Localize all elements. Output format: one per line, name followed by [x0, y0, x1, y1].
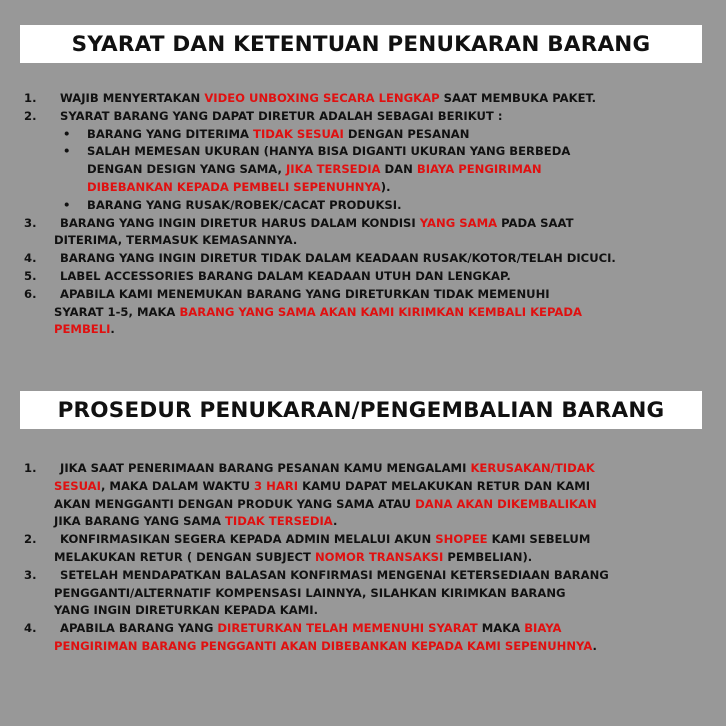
rule-text: KONFIRMASIKAN SEGERA KEPADA ADMIN MELALUI AKUN	[60, 532, 436, 547]
highlight-text: SHOPEE	[435, 532, 488, 547]
rule-item-6	[0, 286, 726, 339]
highlight-text: SESUAI	[54, 478, 101, 493]
rule-number: 4.	[24, 251, 37, 266]
rule-item-2	[0, 531, 726, 567]
sub-item-2	[0, 143, 718, 196]
highlight-text: BIAYA PENGIRIMAN	[416, 162, 542, 177]
section1-rules	[0, 90, 726, 339]
rule-number: 4.	[24, 621, 37, 636]
rule-text: SAAT MEMBUKA PAKET.	[439, 91, 597, 105]
rule-text: .	[332, 514, 338, 529]
rule-item-4	[0, 250, 726, 268]
section1-title-bar	[20, 25, 702, 63]
rule-text: DAN	[380, 162, 417, 177]
rule-text: YANG INGIN DIRETURKAN KEPADA KAMI.	[54, 603, 318, 618]
rule-text: AKAN MENGGANTI DENGAN PRODUK YANG SAMA ATAU	[54, 496, 416, 511]
highlight-text: DIBEBANKAN KEPADA PEMBELI SEPENUHNYA	[87, 179, 381, 194]
highlight-text: BIAYA	[524, 621, 562, 636]
rule-number: 5.	[24, 268, 37, 283]
rule-text: JIKA SAAT PENERIMAAN BARANG PESANAN KAMU MENGALAMI	[60, 461, 471, 475]
rule-text: MELAKUKAN RETUR ( DENGAN SUBJECT	[54, 549, 315, 564]
rule-text: BARANG YANG INGIN DIRETUR HARUS DALAM KONDISI	[60, 215, 420, 230]
rule-text: SYARAT 1-5, MAKA	[54, 304, 180, 319]
rule-text: LABEL ACCESSORIES BARANG DALAM KEADAAN UTUH DAN LENGKAP.	[60, 268, 511, 283]
section1-title: SYARAT DAN KETENTUAN PENUKARAN BARANG	[71, 31, 651, 57]
rule-text: SALAH MEMESAN UKURAN (HANYA BISA DIGANTI UKURAN YANG BERBEDA	[87, 144, 571, 159]
rule-text: .	[592, 638, 597, 653]
rule-number: 1.	[24, 461, 37, 475]
highlight-text: BARANG YANG SAMA AKAN KAMI KIRIMKAN KEMBALI KEPADA	[179, 304, 582, 319]
sub-item-1	[0, 126, 718, 144]
highlight-text: DANA AKAN DIKEMBALIKAN	[415, 496, 597, 511]
rule-body	[54, 568, 609, 618]
rule-item-4	[0, 620, 726, 656]
highlight-text: VIDEO UNBOXING SECARA LENGKAP	[204, 91, 440, 105]
rule-body	[54, 251, 616, 265]
rule-text: WAJIB MENYERTAKAN	[60, 91, 205, 105]
highlight-text: DIRETURKAN TELAH MEMENUHI SYARAT	[217, 621, 478, 636]
highlight-text: PENGIRIMAN BARANG PENGGANTI AKAN DIBEBANKAN KEPADA KAMI SEPENUHNYA	[54, 638, 593, 653]
rule-item-1	[0, 460, 726, 531]
rule-text: ).	[380, 179, 391, 194]
rule-text: PADA SAAT	[497, 215, 574, 230]
rule-body	[54, 109, 503, 123]
section2-list	[0, 460, 726, 656]
sub-item-3	[0, 197, 718, 215]
rule-text: APABILA BARANG YANG	[60, 621, 218, 636]
rule-number: 3.	[24, 215, 37, 230]
rule-body	[54, 621, 597, 653]
rule-text: , MAKA DALAM WAKTU	[100, 478, 255, 493]
rule-text: APABILA KAMI MENEMUKAN BARANG YANG DIRETURKAN TIDAK MEMENUHI	[60, 286, 550, 301]
rule-text: KAMI SEBELUM	[487, 532, 591, 547]
rule-text: BARANG YANG RUSAK/ROBEK/CACAT PRODUKSI.	[87, 197, 402, 212]
highlight-text: TIDAK TERSEDIA	[224, 514, 333, 529]
rule-text: DENGAN DESIGN YANG SAMA,	[87, 162, 286, 177]
rule-item-3	[0, 567, 726, 620]
section2-procedure	[0, 460, 726, 656]
rule-number: 6.	[24, 286, 37, 301]
rule-text: SYARAT BARANG YANG DAPAT DIRETUR ADALAH SEBAGAI BERIKUT :	[60, 108, 503, 123]
rule-item-5	[0, 268, 726, 286]
rule-body	[54, 461, 597, 528]
rule-text: JIKA BARANG YANG SAMA	[54, 514, 225, 529]
rule-item-1	[0, 90, 726, 108]
rule-item-3	[0, 215, 726, 251]
rule-body	[54, 532, 590, 564]
highlight-text: TIDAK SESUAI	[253, 126, 344, 141]
bullet-icon: •	[63, 144, 71, 159]
rule-body	[54, 287, 582, 337]
highlight-text: KERUSAKAN/TIDAK	[470, 461, 595, 475]
sub-list	[54, 126, 718, 215]
section1-list	[0, 90, 726, 339]
highlight-text: YANG SAMA	[419, 215, 498, 230]
rule-text: DITERIMA, TERMASUK KEMASANNYA.	[54, 233, 298, 248]
rule-text: MAKA	[477, 621, 525, 636]
highlight-text: JIKA TERSEDIA	[285, 162, 381, 177]
highlight-text: 3 HARI	[254, 478, 299, 493]
bullet-icon: •	[63, 126, 71, 141]
rule-text: PEMBELIAN).	[443, 549, 533, 564]
rule-number: 1.	[24, 91, 37, 105]
rule-text: DENGAN PESANAN	[343, 126, 470, 141]
rule-text: SETELAH MENDAPATKAN BALASAN KONFIRMASI MENGENAI KETERSEDIAAN BARANG	[60, 567, 609, 582]
rule-text: KAMU DAPAT MELAKUKAN RETUR DAN KAMI	[298, 478, 591, 493]
bullet-icon: •	[63, 197, 71, 212]
section2-title: PROSEDUR PENUKARAN/PENGEMBALIAN BARANG	[57, 397, 665, 423]
highlight-text: NOMOR TRANSAKSI	[314, 549, 444, 564]
rule-body	[54, 216, 573, 248]
highlight-text: PEMBELI	[54, 322, 111, 337]
rule-text: .	[110, 322, 115, 337]
rule-text: BARANG YANG DITERIMA	[87, 126, 254, 141]
rule-item-2	[0, 108, 726, 215]
rule-number: 3.	[24, 567, 37, 582]
rule-number: 2.	[24, 108, 37, 123]
rule-body	[54, 91, 596, 105]
section2-title-bar	[20, 391, 702, 429]
rule-number: 2.	[24, 532, 37, 547]
rule-text: PENGGANTI/ALTERNATIF KOMPENSASI LAINNYA, SILAHKAN KIRIMKAN BARANG	[54, 585, 566, 600]
rule-body	[54, 269, 511, 283]
rule-text: BARANG YANG INGIN DIRETUR TIDAK DALAM KEADAAN RUSAK/KOTOR/TELAH DICUCI.	[60, 251, 616, 266]
